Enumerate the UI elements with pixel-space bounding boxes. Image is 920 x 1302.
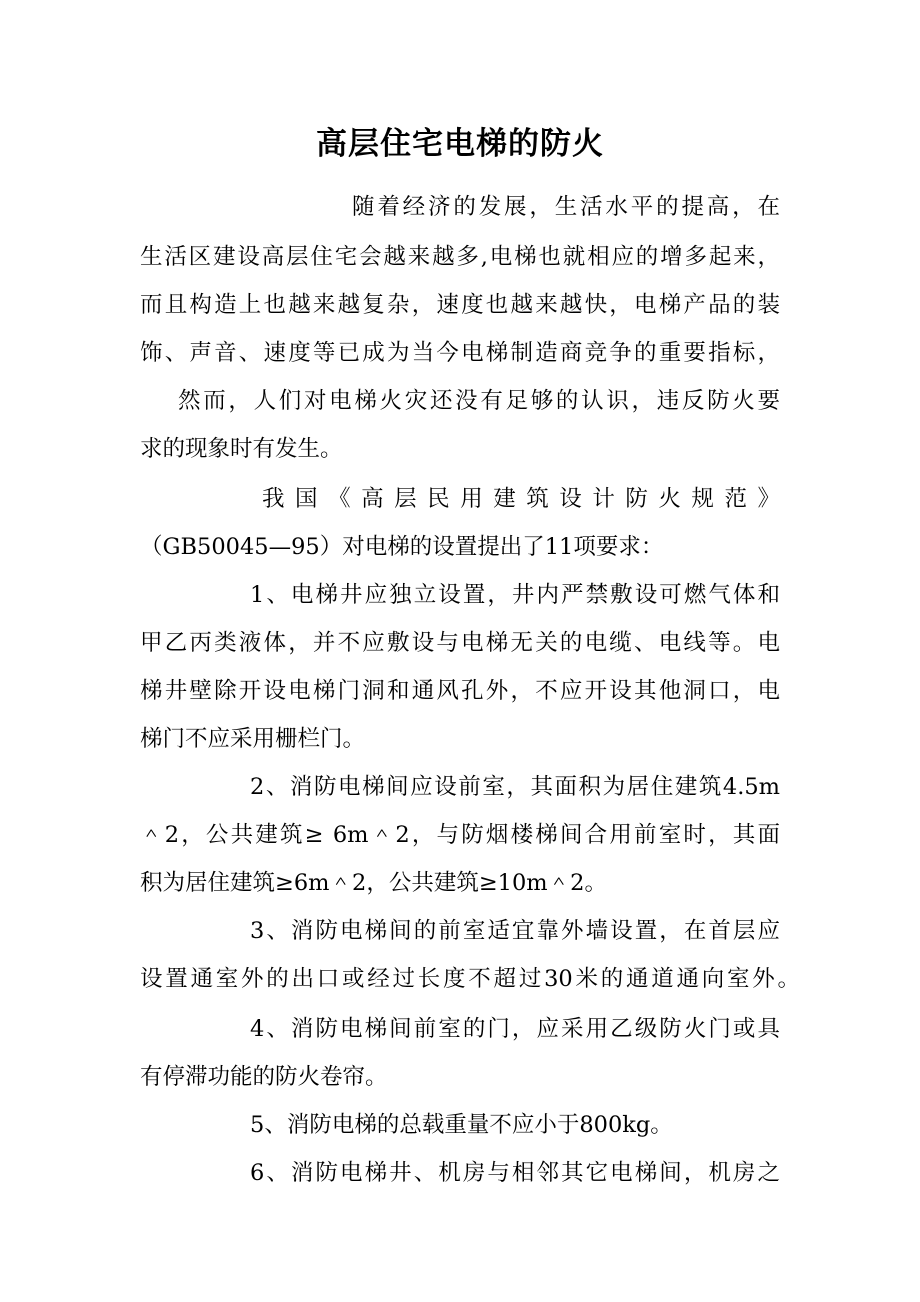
- item-3-line-2: 设置通室外的出口或经过长度不超过30米的通道通向室外。: [140, 966, 800, 992]
- item-2-line-3: 积为居住建筑≥6m＾2，公共建筑≥10m＾2。: [140, 870, 607, 896]
- item-1-line-2: 甲乙丙类液体，并不应敷设与电梯无关的电缆、电线等。电: [140, 630, 780, 656]
- paragraph-1-line-5: 然而，人们对电梯火灾还没有足够的认识，违反防火要: [178, 388, 780, 414]
- paragraph-1-line-6: 求的现象时有发生。: [140, 436, 343, 462]
- paragraph-1-line-4: 饰、声音、速度等已成为当今电梯制造商竞争的重要指标，: [140, 340, 780, 366]
- item-5-line-1: 5、消防电梯的总载重量不应小于800kg。: [250, 1112, 673, 1138]
- paragraph-2-line-2: （GB50045—95）对电梯的设置提出了11项要求：: [140, 534, 664, 560]
- item-4-line-2: 有停滞功能的防火卷帘。: [140, 1064, 388, 1090]
- item-2-line-2: ＾2，公共建筑≥ 6m＾2，与防烟楼梯间合用前室时，其面: [140, 822, 780, 848]
- paragraph-1-line-1: 随着经济的发展，生活水平的提高，在: [352, 194, 780, 220]
- item-3-line-1: 3、消防电梯间的前室适宜靠外墙设置，在首层应: [250, 918, 780, 944]
- paragraph-1-line-2: 生活区建设高层住宅会越来越多,电梯也就相应的增多起来，: [140, 244, 780, 270]
- item-1-line-1: 1、电梯井应独立设置，井内严禁敷设可燃气体和: [250, 582, 780, 608]
- item-1-line-3: 梯井壁除开设电梯门洞和通风孔外，不应开设其他洞口，电: [140, 678, 780, 704]
- item-6-line-1: 6、消防电梯井、机房与相邻其它电梯间，机房之: [250, 1160, 780, 1186]
- paragraph-2-line-1: 我国《高层民用建筑设计防火规范》: [262, 486, 780, 512]
- item-1-line-4: 梯门不应采用栅栏门。: [140, 726, 366, 752]
- item-4-line-1: 4、消防电梯间前室的门，应采用乙级防火门或具: [250, 1016, 780, 1042]
- paragraph-1-line-3: 而且构造上也越来越复杂，速度也越来越快，电梯产品的装: [140, 292, 780, 318]
- item-2-line-1: 2、消防电梯间应设前室，其面积为居住建筑4.5m: [250, 774, 780, 800]
- document-title: 高层住宅电梯的防火: [316, 126, 604, 162]
